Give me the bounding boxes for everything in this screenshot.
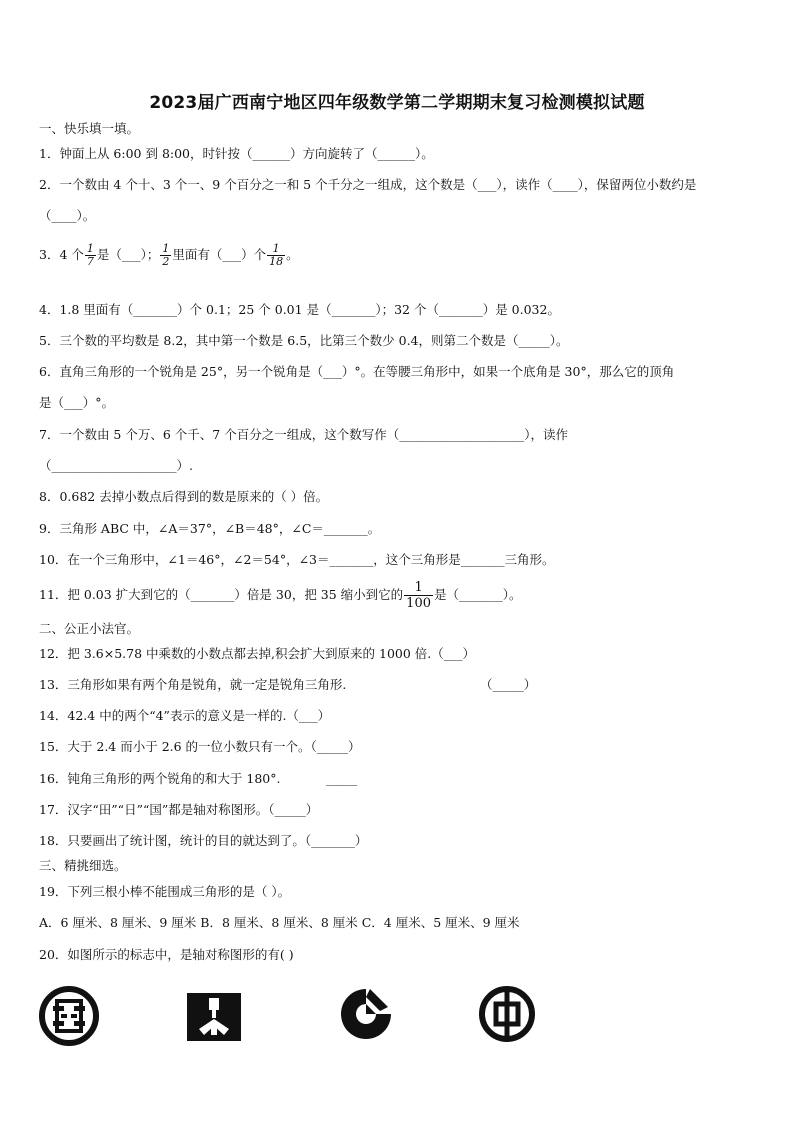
question-20: 20．如图所示的标志中，是轴对称图形的有( )	[39, 947, 294, 962]
fraction-1-2: $\frac{1}{2}$	[162, 242, 170, 268]
question-7-line-2: （____________________）.	[39, 458, 193, 473]
question-11	[39, 580, 522, 611]
question-19-options: A．6 厘米、8 厘米、9 厘米 B．8 厘米、8 厘米、8 厘米 C．4 厘米、5 厘米、9 厘米	[39, 915, 520, 930]
question-2-line-1: 2．一个数由 4 个十、3 个一、9 个百分之一和 5 个千分之一组成，这个数是（___），读作（____），保留两位小数约是	[39, 177, 697, 192]
question-1: 1．钟面上从 6:00 到 8:00，时针按（______）方向旋转了（______）。	[39, 146, 434, 161]
question-6-line-2: 是（___）°。	[39, 395, 115, 410]
q3-text-b: 是（___）；	[96, 247, 160, 262]
question-8: 8．0.682 去掉小数点后得到的数是原来的（ ）倍。	[39, 489, 329, 504]
question-19: 19．下列三根小棒不能围成三角形的是（ ）。	[39, 884, 291, 899]
question-15: 15．大于 2.4 而小于 2.6 的一位小数只有一个。（_____）	[39, 739, 361, 754]
q3-text-c: 里面有（___）个	[172, 247, 267, 262]
question-3	[39, 243, 299, 268]
q3-text-a: 3．4 个	[39, 247, 84, 262]
bank-logo-agricultural-icon	[187, 993, 241, 1041]
fraction-1-7: $\frac{1}{7}$	[86, 242, 94, 268]
q3-text-d: 。	[286, 247, 299, 262]
question-17: 17．汉字“田”“日”“国”都是轴对称图形。（_____）	[39, 802, 319, 817]
question-6-line-1: 6．直角三角形的一个锐角是 25°，另一个锐角是（___）°。在等腰三角形中，如果一个底角是 30°，那么它的顶角	[39, 364, 675, 379]
bank-logo-china-icon	[478, 985, 536, 1043]
page-title: 2023届广西南宁地区四年级数学第二学期期末复习检测模拟试题	[149, 93, 645, 113]
fraction-1-100: $\frac{1}{100}$	[406, 580, 431, 611]
bank-logo-construction-icon	[336, 985, 396, 1043]
question-4: 4．1.8 里面有（_______）个 0.1；25 个 0.01 是（_______）；32 个（_______）是 0.032。	[39, 302, 560, 317]
question-7-line-1: 7．一个数由 5 个万、6 个千、7 个百分之一组成，这个数写作（____________________），读作	[39, 427, 568, 442]
question-9: 9．三角形 ABC 中，∠A＝37°，∠B＝48°，∠C＝_______。	[39, 521, 381, 536]
section-heading-2: 二、公正小法官。	[39, 621, 140, 636]
q11-text-a: 11．把 0.03 扩大到它的（_______）倍是 30，把 35 缩小到它的	[39, 587, 404, 602]
question-10: 10．在一个三角形中，∠1＝46°，∠2＝54°，∠3＝_______，这个三角形是_______三角形。	[39, 552, 555, 567]
question-5: 5．三个数的平均数是 8.2，其中第一个数是 6.5，比第三个数少 0.4，则第二个数是（_____）。	[39, 333, 569, 348]
question-16: 16．钝角三角形的两个锐角的和大于 180°.	[39, 771, 281, 786]
fraction-1-18: $\frac{1}{18}$	[269, 242, 284, 268]
q11-text-b: 是（_______）。	[434, 587, 522, 602]
question-16-blank: _____	[326, 771, 358, 786]
section-heading-1: 一、快乐填一填。	[39, 121, 140, 136]
question-18: 18．只要画出了统计图，统计的目的就达到了。（_______）	[39, 833, 368, 848]
question-13-blank: （_____）	[480, 677, 537, 692]
question-13	[39, 676, 346, 694]
section-heading-3: 三、精挑细选。	[39, 858, 127, 873]
question-14: 14．42.4 中的两个“4”表示的意义是一样的.（___）	[39, 708, 331, 723]
question-12: 12．把 3.6×5.78 中乘数的小数点都去掉,积会扩大到原来的 1000 倍.（___）	[39, 646, 475, 661]
bank-logo-icbc-icon	[38, 985, 100, 1047]
question-2-line-2: （____）。	[39, 208, 96, 223]
q13-text: 13．三角形如果有两个角是锐角，就一定是锐角三角形.	[39, 677, 347, 692]
